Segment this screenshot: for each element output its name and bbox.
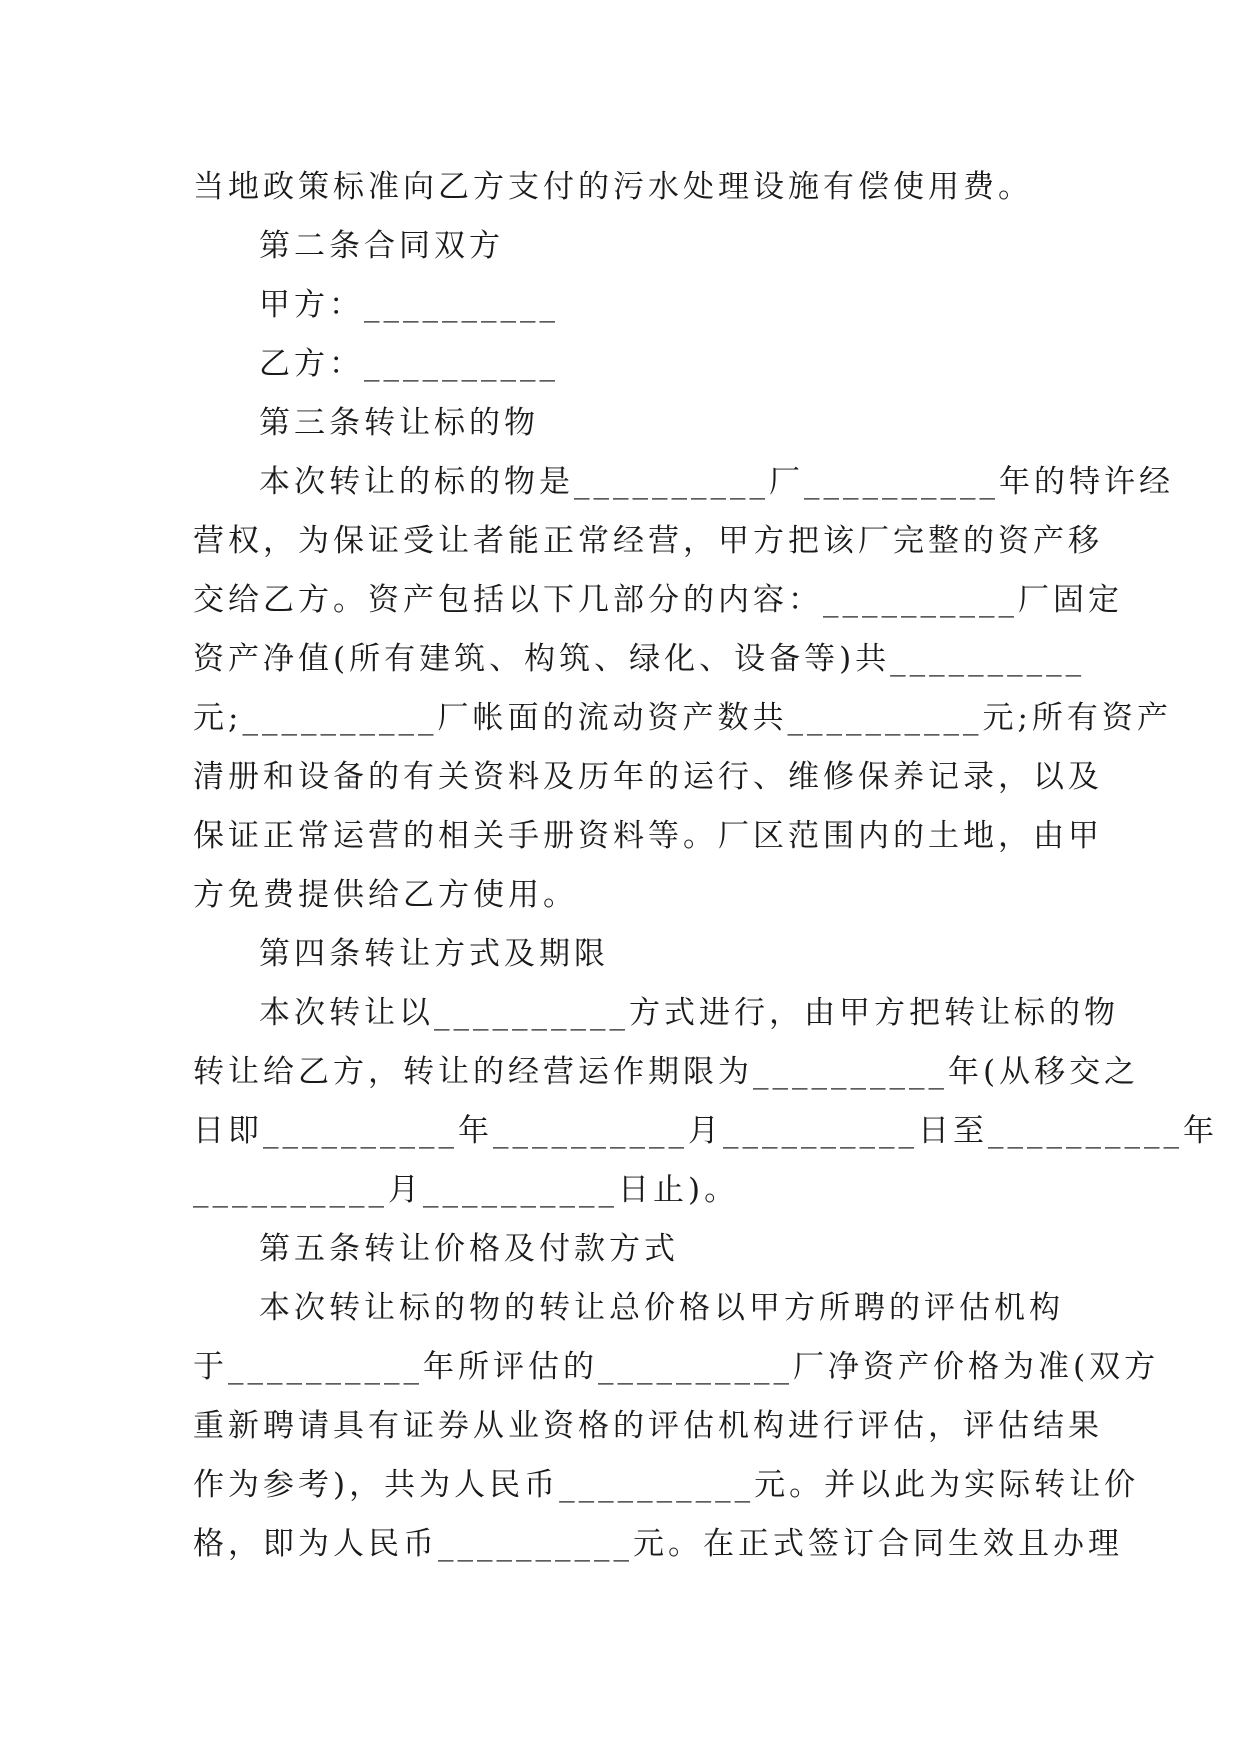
text-line: 元;__________厂帐面的流动资产数共__________元;所有资产 [193,700,1172,736]
text-line: 本次转让的标的物是__________厂__________年的特许经 [259,464,1174,500]
text-line: 于__________年所评估的__________厂净资产价格为准(双方 [193,1349,1160,1385]
text-line: 甲方：__________ [259,287,559,323]
text-line: 当地政策标准向乙方支付的污水处理设施有偿使用费。 [193,169,1033,205]
text-line: 方免费提供给乙方使用。 [193,877,578,913]
text-line: 清册和设备的有关资料及历年的运行、维修保养记录，以及 [193,759,1103,795]
text-line: 转让给乙方，转让的经营运作期限为__________年(从移交之 [193,1054,1140,1090]
text-line: 第四条转让方式及期限 [259,936,609,972]
text-line: 保证正常运营的相关手册资料等。厂区范围内的土地，由甲 [193,818,1103,854]
text-line: __________月__________日止)。 [193,1172,740,1208]
text-line: 重新聘请具有证券从业资格的评估机构进行评估，评估结果 [193,1408,1103,1444]
text-line: 第二条合同双方 [259,228,504,264]
document-page [193,158,1218,1574]
text-line: 第三条转让标的物 [259,405,539,441]
text-line: 乙方：__________ [259,346,559,382]
text-line: 格，即为人民币__________元。在正式签订合同生效且办理 [193,1526,1123,1562]
text-line: 营权，为保证受让者能正常经营，甲方把该厂完整的资产移 [193,523,1103,559]
text-line: 第五条转让价格及付款方式 [259,1231,679,1267]
text-line: 资产净值(所有建筑、构筑、绿化、设备等)共__________ [193,641,1086,677]
text-line: 交给乙方。资产包括以下几部分的内容：__________厂固定 [193,582,1123,618]
text-line: 本次转让以__________方式进行，由甲方把转让标的物 [259,995,1119,1031]
text-line: 日即__________年__________月__________日至__________年 [193,1113,1218,1149]
text-line: 作为参考)，共为人民币__________元。并以此为实际转让价 [193,1467,1140,1503]
text-line: 本次转让标的物的转让总价格以甲方所聘的评估机构 [259,1290,1064,1326]
